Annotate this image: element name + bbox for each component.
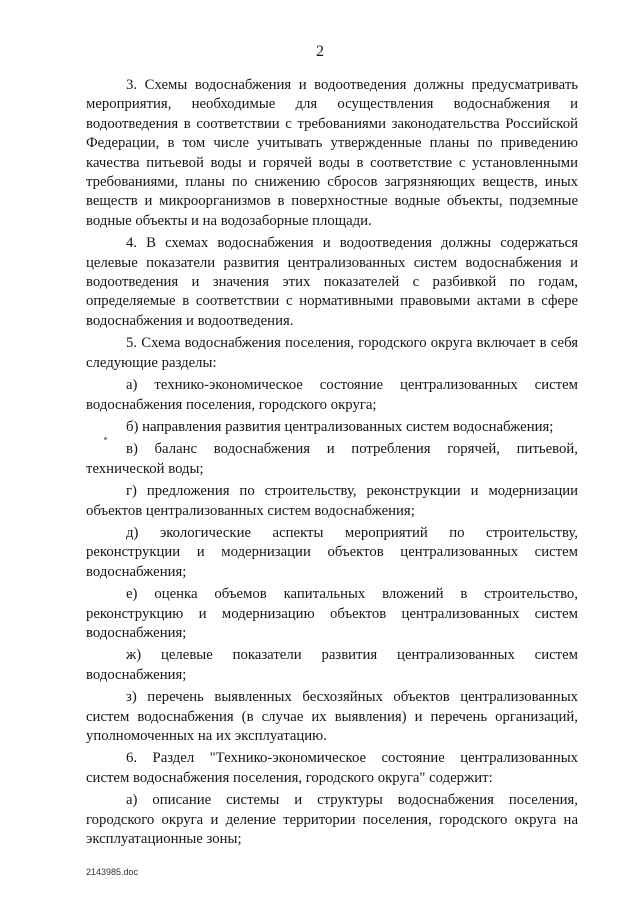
file-name-footer: 2143985.doc [86,867,139,877]
paragraph-5: 5. Схема водоснабжения поселения, городского округа включает в себя следующие разделы: [86,335,578,371]
page-number: 2 [316,43,324,60]
list-item-g: г) предложения по строительству, реконструкции и модернизации объектов централизованных систем водоснабжения; [86,483,578,519]
document-body [86,76,578,852]
list-item-e: е) оценка объемов капитальных вложений в строительство, реконструкцию и модернизацию объектов централизованных систем водоснабжения; [86,586,578,641]
list-item-d: д) экологические аспекты мероприятий по строительству, реконструкции и модернизации объектов централизованных систем водоснабжения; [86,524,578,580]
list-item-z: з) перечень выявленных бесхозяйных объектов централизованных систем водоснабжения (в случае их выявления) и перечень организаций, уполномоченных на их эксплуатацию. [86,689,578,744]
paragraph-6: 6. Раздел "Технико-экономическое состояние централизованных систем водоснабжения поселения, городского округа" содержит: [86,750,578,786]
paragraph-4: 4. В схемах водоснабжения и водоотведения должны содержаться целевые показатели развития централизованных систем водоснабжения и водоотведения и значения этих показателей с разбивкой по годам, определяемые в соответствии с нормативными правовыми актами в сфере водоснабжения и водоотведения. [86,235,578,329]
list-item-b: б) направления развития централизованных систем водоснабжения; [126,418,554,435]
list-item-6a: а) описание системы и структуры водоснабжения поселения, городского округа и деление территории поселения, городского округа на эксплуатационные зоны; [86,792,578,848]
list-item-v: в) баланс водоснабжения и потребления горячей, питьевой, технической воды; [86,441,578,477]
paragraph-3: 3. Схемы водоснабжения и водоотведения должны предусматривать мероприятия, необходимые для осуществления водоснабжения и водоотведения в соответствии с требованиями законодательства Российской Федерации, в том числе учитывать утвержденные планы по приведению качества питьевой воды и горячей воды в соответствие с установленными требованиями, планы по снижению сбросов загрязняющих веществ, иных веществ и микроорганизмов в поверхностные водные объекты, подземные водные объекты и на водозаборные площади. [86,77,578,229]
list-item-zh: ж) целевые показатели развития централизованных систем водоснабжения; [86,647,578,683]
list-item-a: а) технико-экономическое состояние централизованных систем водоснабжения поселения, городского округа; [86,377,578,413]
